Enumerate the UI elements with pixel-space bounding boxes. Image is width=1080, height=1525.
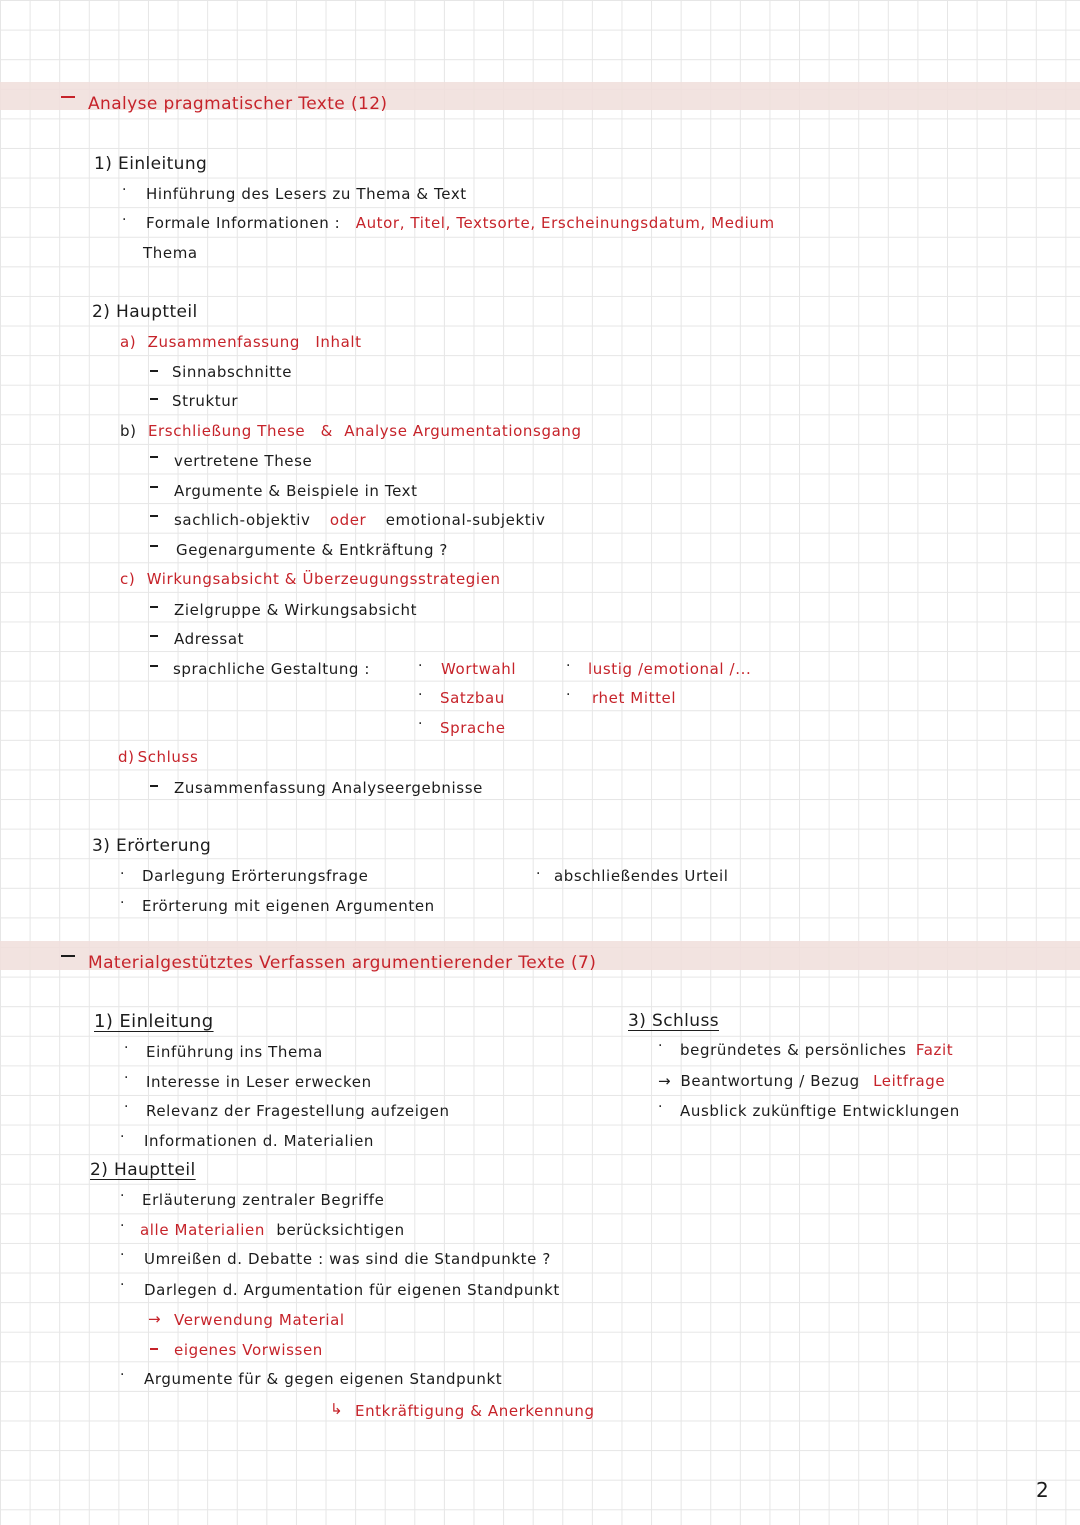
page-number: 2 (1036, 1478, 1049, 1502)
section-title-1: Analyse pragmatischer Texte (12) (88, 94, 388, 114)
materials-red: alle Materialien (140, 1221, 265, 1239)
formal-prefix: Formale Informationen : (146, 214, 341, 232)
bullet: · (122, 182, 127, 198)
bullet: · (124, 1040, 129, 1056)
section-dash-2 (61, 955, 75, 957)
s1-main-heading: 2) Hauptteil (92, 302, 198, 322)
bullet: · (536, 866, 541, 882)
s2-main-item: Darlegen d. Argumentation für eigenen Standpunkt (144, 1281, 560, 1299)
eroert-item: Darlegung Erörterungsfrage (142, 867, 369, 885)
bullet: · (120, 895, 125, 911)
arrow-icon: → (148, 1310, 162, 1328)
s1-main-d (118, 747, 198, 767)
bullet: · (120, 1129, 125, 1145)
s1-intro-heading: 1) Einleitung (94, 154, 208, 174)
bullet: · (120, 1277, 125, 1293)
fazit-red: Fazit (915, 1041, 954, 1059)
c-sub-item: Wortwahl (441, 660, 517, 678)
eroert-item: abschließendes Urteil (554, 867, 729, 885)
dash (150, 486, 158, 488)
b3-a: sachlich-objektiv (174, 511, 311, 529)
bullet: · (658, 1038, 663, 1054)
section-title-2: Materialgestütztes Verfassen argumentierender Texte (7) (88, 953, 597, 973)
a-title: Zusammenfassung (147, 333, 301, 351)
label-c: c) (120, 570, 136, 588)
list-item: Sinnabschnitte (172, 363, 293, 381)
dash (150, 515, 158, 517)
s1-intro-item-cont: Thema (143, 244, 198, 262)
list-item: Adressat (174, 630, 245, 648)
s2-intro-item: Interesse in Leser erwecken (146, 1073, 372, 1091)
dash (150, 606, 158, 608)
s1-intro-item-formal (146, 213, 775, 233)
list-item: vertretene These (174, 452, 313, 470)
arrow-icon: → (658, 1072, 672, 1090)
list-item (174, 510, 545, 530)
c-title: Wirkungsabsicht & Überzeugungsstrategien (146, 570, 501, 588)
dash (150, 785, 158, 787)
s2-end-item (680, 1040, 953, 1060)
s2-end-item: Ausblick zukünftige Entwicklungen (680, 1102, 960, 1120)
s2-main-item: Umreißen d. Debatte : was sind die Standpunkte ? (144, 1250, 551, 1268)
label-a: a) (120, 333, 137, 351)
s1-main-c (120, 569, 501, 589)
s2-main-subitem: Verwendung Material (174, 1311, 345, 1329)
c-sub-item: Sprache (440, 719, 506, 737)
dash (150, 398, 158, 400)
b-amp: & (320, 422, 333, 440)
s2-intro-item: Einführung ins Thema (146, 1043, 323, 1061)
s2-intro-item: Informationen d. Materialien (144, 1132, 375, 1150)
bullet: · (658, 1099, 663, 1115)
list-item: sprachliche Gestaltung : (173, 660, 371, 678)
list-item: Struktur (172, 392, 239, 410)
s1-intro-item: Hinführung des Lesers zu Thema & Text (146, 185, 467, 203)
bullet: · (418, 658, 423, 674)
dash (150, 370, 158, 372)
s2-main-item (140, 1220, 405, 1240)
dash (150, 456, 158, 458)
list-item: Zielgruppe & Wirkungsabsicht (174, 601, 418, 619)
s2-main-item: Erläuterung zentraler Begriffe (142, 1191, 385, 1209)
label-b: b) (120, 422, 137, 440)
label-d: d) (118, 748, 135, 766)
c-sub-item: rhet Mittel (592, 689, 677, 707)
bullet: · (120, 1188, 125, 1204)
s2-end-heading: 3) Schluss (628, 1011, 719, 1031)
b3-b: emotional-subjektiv (385, 511, 546, 529)
bullet: · (418, 687, 423, 703)
bullet: · (120, 1247, 125, 1263)
d-title: Schluss (137, 748, 199, 766)
s2-main-subitem: eigenes Vorwissen (174, 1341, 323, 1359)
list-item: Argumente & Beispiele in Text (174, 482, 418, 500)
s1-main-b (120, 421, 582, 441)
formal-details: Autor, Titel, Textsorte, Erscheinungsdatum, Medium (355, 214, 775, 232)
materials-rest: berücksichtigen (276, 1221, 405, 1239)
section-dash-1 (61, 96, 75, 98)
bullet: · (124, 1070, 129, 1086)
dash (150, 545, 158, 547)
s2-main-heading: 2) Hauptteil (90, 1160, 196, 1180)
leitfrage-red: Leitfrage (873, 1072, 946, 1090)
s2-intro-heading: 1) Einleitung (94, 1011, 214, 1032)
bullet: · (120, 866, 125, 882)
s1-eroert-heading: 3) Erörterung (92, 836, 212, 856)
s2-end-item (658, 1071, 945, 1091)
dash (150, 1348, 158, 1350)
b-title-2: Analyse Argumentationsgang (344, 422, 582, 440)
b3-or: oder (329, 511, 367, 529)
bezug-text: Beantwortung / Bezug (680, 1072, 860, 1090)
bullet: · (124, 1099, 129, 1115)
dash (150, 665, 158, 667)
return-arrow-icon: ↳ (330, 1400, 344, 1418)
bullet: · (120, 1367, 125, 1383)
s2-main-subitem: Entkräftigung & Anerkennung (355, 1402, 595, 1420)
a-rest: Inhalt (315, 333, 362, 351)
c-sub-item: lustig /emotional /... (588, 660, 752, 678)
bullet: · (418, 716, 423, 732)
dash (150, 635, 158, 637)
bullet: · (566, 658, 571, 674)
bullet: · (120, 1218, 125, 1234)
s2-intro-item: Relevanz der Fragestellung aufzeigen (146, 1102, 450, 1120)
b-title-1: Erschließung These (147, 422, 306, 440)
bullet: · (566, 687, 571, 703)
list-item: Zusammenfassung Analyseergebnisse (174, 779, 483, 797)
eroert-item: Erörterung mit eigenen Argumenten (142, 897, 435, 915)
s1-main-a (120, 332, 362, 352)
s2-main-item: Argumente für & gegen eigenen Standpunkt (144, 1370, 503, 1388)
c-sub-item: Satzbau (440, 689, 505, 707)
fazit-text: begründetes & persönliches (680, 1041, 907, 1059)
list-item: Gegenargumente & Entkräftung ? (176, 541, 448, 559)
bullet: · (122, 212, 127, 228)
